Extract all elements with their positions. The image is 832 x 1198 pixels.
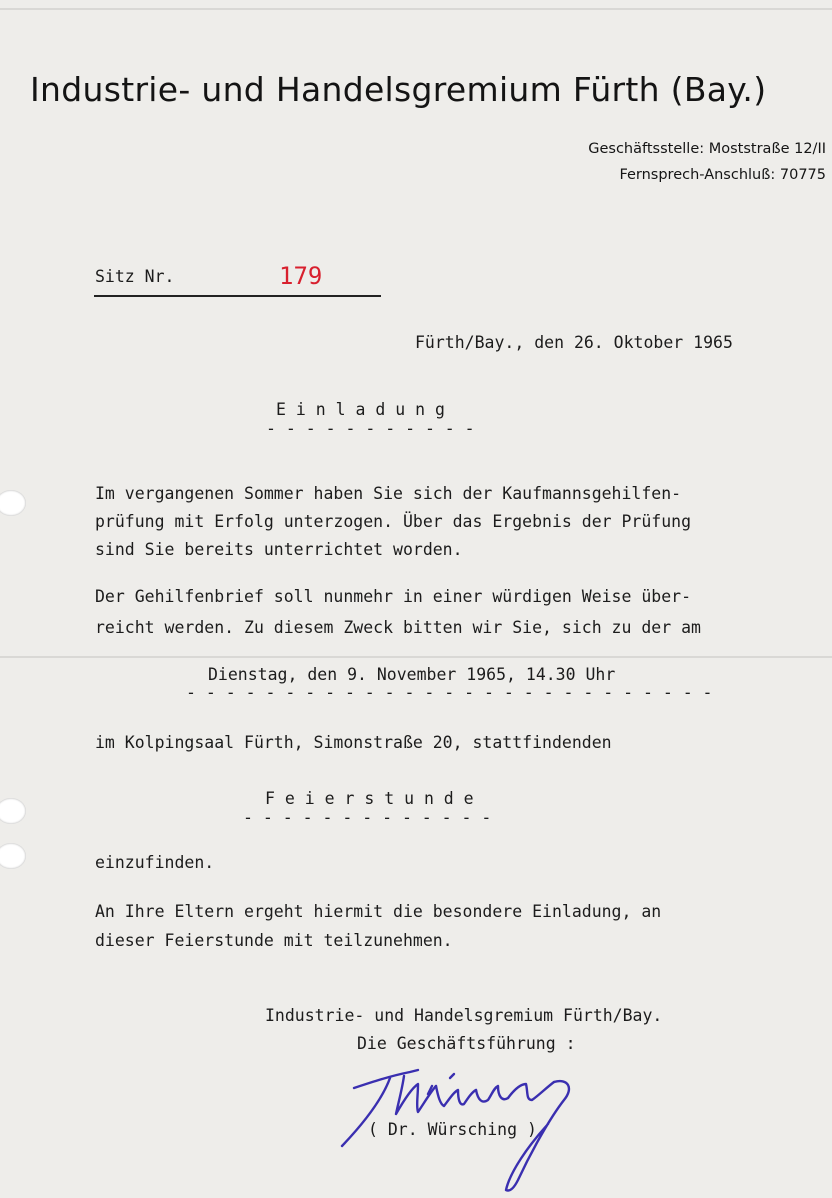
heading-invitation: E i n l a d u n g bbox=[276, 400, 445, 419]
letterhead-office-address: Geschäftsstelle: Moststraße 12/II bbox=[588, 141, 826, 157]
signoff-department: Die Geschäftsführung : bbox=[357, 1034, 576, 1053]
punch-hole bbox=[0, 798, 26, 824]
paragraph1-line: prüfung mit Erfolg unterzogen. Über das Ergebnis der Prüfung bbox=[95, 512, 692, 531]
punch-hole bbox=[0, 843, 26, 869]
ceremony-underline: - - - - - - - - - - - - - bbox=[243, 808, 492, 827]
closing-word: einzufinden. bbox=[95, 853, 215, 872]
punch-hole bbox=[0, 490, 26, 516]
event-datetime: Dienstag, den 9. November 1965, 14.30 Uhr bbox=[208, 665, 616, 684]
ceremony-heading: F e i e r s t u n d e bbox=[265, 789, 474, 808]
paragraph3-line: An Ihre Eltern ergeht hiermit die besondere Einladung, an bbox=[95, 902, 662, 921]
paragraph1-line: Im vergangenen Sommer haben Sie sich der Kaufmannsgehilfen- bbox=[95, 484, 682, 503]
signoff-organization: Industrie- und Handelsgremium Fürth/Bay. bbox=[265, 1006, 663, 1025]
event-underline: - - - - - - - - - - - - - - - - - - - - - - - - - - - bbox=[186, 683, 713, 702]
seat-label: Sitz Nr. bbox=[95, 267, 175, 286]
signatory-name: ( Dr. Würsching ) bbox=[368, 1120, 537, 1139]
paper-edge-crease bbox=[0, 8, 832, 10]
paragraph2-line: Der Gehilfenbrief soll nunmehr in einer würdigen Weise über- bbox=[95, 587, 692, 606]
date-line: Fürth/Bay., den 26. Oktober 1965 bbox=[415, 333, 733, 352]
paragraph2-line: reicht werden. Zu diesem Zweck bitten wir Sie, sich zu der am bbox=[95, 618, 701, 637]
venue-line: im Kolpingsaal Fürth, Simonstraße 20, stattfindenden bbox=[95, 733, 612, 752]
paragraph1-line: sind Sie bereits unterrichtet worden. bbox=[95, 540, 463, 559]
seat-underline bbox=[94, 295, 381, 297]
paragraph3-line: dieser Feierstunde mit teilzunehmen. bbox=[95, 931, 453, 950]
heading-underline: - - - - - - - - - - - bbox=[266, 419, 475, 438]
letterhead-phone: Fernsprech-Anschluß: 70775 bbox=[619, 167, 826, 183]
fold-crease bbox=[0, 656, 832, 658]
seat-number: 179 bbox=[279, 262, 323, 290]
letterhead-organization: Industrie- und Handelsgremium Fürth (Bay.) bbox=[30, 70, 767, 109]
